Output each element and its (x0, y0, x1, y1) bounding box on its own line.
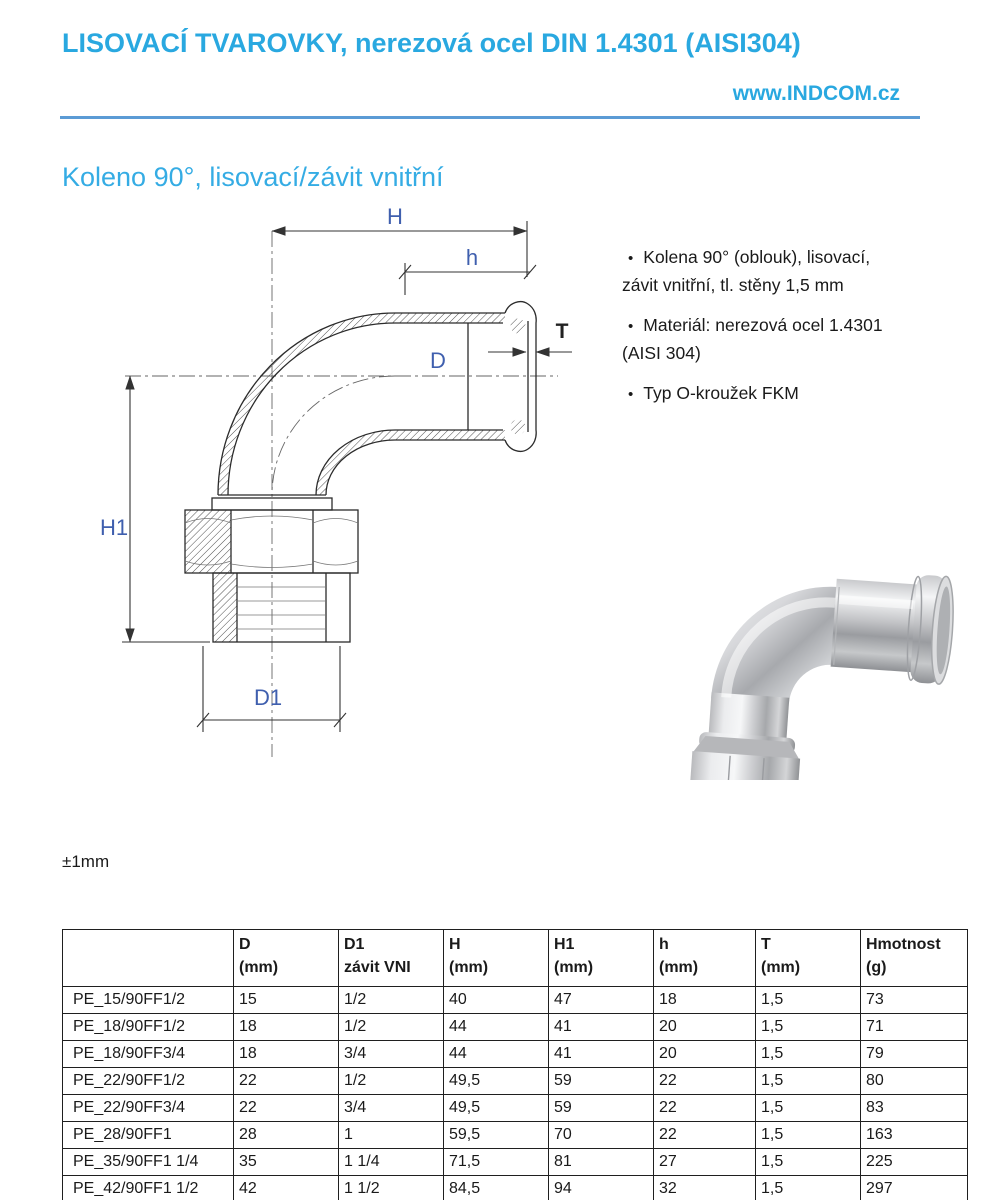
cell: 94 (549, 1176, 654, 1200)
table-row (63, 1041, 968, 1068)
cell: 40 (444, 987, 549, 1014)
table-row (63, 1122, 968, 1149)
feature-item (622, 244, 890, 299)
cell: 1,5 (756, 1122, 861, 1149)
cell: 83 (861, 1095, 968, 1122)
cell: 27 (654, 1149, 756, 1176)
header-divider (60, 116, 920, 119)
dim-label-H1: H1 (100, 515, 129, 540)
o-ring-bottom (511, 420, 526, 435)
dim-label-D1: D1 (253, 685, 283, 710)
cell: 42 (234, 1176, 339, 1200)
feature-item (622, 380, 890, 408)
table-row (63, 1149, 968, 1176)
cell: 59,5 (444, 1122, 549, 1149)
cell: 79 (861, 1041, 968, 1068)
table-row (63, 987, 968, 1014)
column-header: H1 (mm) (549, 930, 654, 987)
cell: 1 (339, 1122, 444, 1149)
cell: 59 (549, 1068, 654, 1095)
cell: 20 (654, 1014, 756, 1041)
table-row (63, 1014, 968, 1041)
cell: 22 (654, 1095, 756, 1122)
dim-label-h: h (465, 245, 479, 270)
cell: 1/2 (339, 1068, 444, 1095)
cell-product-code: PE_22/90FF1/2 (63, 1068, 234, 1095)
header-row (63, 930, 968, 987)
cell: 73 (861, 987, 968, 1014)
cell: 44 (444, 1014, 549, 1041)
cell: 41 (549, 1014, 654, 1041)
cell-product-code: PE_18/90FF1/2 (63, 1014, 234, 1041)
product-photo (600, 445, 960, 780)
press-socket-outline (395, 302, 536, 452)
column-header: Hmotnost (g) (861, 930, 968, 987)
feature-item (622, 312, 890, 367)
cell: 35 (234, 1149, 339, 1176)
column-header (63, 930, 234, 987)
cell: 22 (234, 1068, 339, 1095)
cell-product-code: PE_15/90FF1/2 (63, 987, 234, 1014)
cell: 32 (654, 1176, 756, 1200)
cell: 41 (549, 1041, 654, 1068)
cell: 49,5 (444, 1095, 549, 1122)
cell-product-code: PE_18/90FF3/4 (63, 1041, 234, 1068)
feature-text: Typ O-kroužek FKM (643, 383, 799, 403)
section-title: Koleno 90°, lisovací/závit vnitřní (62, 162, 444, 192)
tolerance-note: ±1mm (62, 852, 110, 871)
cell: 71,5 (444, 1149, 549, 1176)
feature-list (622, 244, 890, 421)
cell: 18 (234, 1014, 339, 1041)
cell: 22 (654, 1068, 756, 1095)
feature-text: Materiál: nerezová ocel 1.4301 (AISI 304) (622, 315, 883, 363)
cell: 1 1/4 (339, 1149, 444, 1176)
cell: 1,5 (756, 1068, 861, 1095)
technical-drawing (100, 205, 600, 765)
cell: 59 (549, 1095, 654, 1122)
table-row (63, 1068, 968, 1095)
fitting-photo-shapes (686, 560, 956, 780)
cell-product-code: PE_42/90FF1 1/2 (63, 1176, 234, 1200)
cell: 1,5 (756, 1095, 861, 1122)
cell: 225 (861, 1149, 968, 1176)
cell: 1,5 (756, 1176, 861, 1200)
cell: 163 (861, 1122, 968, 1149)
cell: 1,5 (756, 1149, 861, 1176)
cell: 1,5 (756, 1041, 861, 1068)
column-header: H (mm) (444, 930, 549, 987)
cell: 81 (549, 1149, 654, 1176)
cell: 3/4 (339, 1041, 444, 1068)
cell: 1 1/2 (339, 1176, 444, 1200)
cell: 80 (861, 1068, 968, 1095)
table-row (63, 1176, 968, 1200)
cell: 18 (654, 987, 756, 1014)
cell: 22 (234, 1095, 339, 1122)
cell: 20 (654, 1041, 756, 1068)
cell-product-code: PE_28/90FF1 (63, 1122, 234, 1149)
bullet-icon: • (628, 250, 634, 267)
column-header: D1 závit VNI (339, 930, 444, 987)
column-header: h (mm) (654, 930, 756, 987)
dim-label-D: D (430, 348, 446, 373)
cell: 28 (234, 1122, 339, 1149)
website-link[interactable]: www.INDCOM.cz (732, 82, 900, 105)
dimensions-table (62, 929, 968, 1200)
cell: 22 (654, 1122, 756, 1149)
cell: 1,5 (756, 1014, 861, 1041)
cell: 47 (549, 987, 654, 1014)
cell: 3/4 (339, 1095, 444, 1122)
o-ring-top (511, 319, 526, 334)
cell: 84,5 (444, 1176, 549, 1200)
dim-label-H: H (387, 205, 403, 229)
cell-product-code: PE_35/90FF1 1/4 (63, 1149, 234, 1176)
cell: 44 (444, 1041, 549, 1068)
cell: 71 (861, 1014, 968, 1041)
cell: 49,5 (444, 1068, 549, 1095)
bullet-icon: • (628, 318, 634, 335)
cell: 18 (234, 1041, 339, 1068)
cell: 1/2 (339, 1014, 444, 1041)
table-row (63, 1095, 968, 1122)
cell: 297 (861, 1176, 968, 1200)
column-header: T (mm) (756, 930, 861, 987)
page-title: LISOVACÍ TVAROVKY, nerezová ocel DIN 1.4301 (AISI304) (62, 28, 801, 58)
dim-label-T: T (555, 320, 569, 343)
cell: 70 (549, 1122, 654, 1149)
feature-text: Kolena 90° (oblouk), lisovací, závit vnitřní, tl. stěny 1,5 mm (622, 247, 871, 295)
cell: 15 (234, 987, 339, 1014)
cell: 1,5 (756, 987, 861, 1014)
column-header: D (mm) (234, 930, 339, 987)
bullet-icon: • (628, 386, 634, 403)
cell-product-code: PE_22/90FF3/4 (63, 1095, 234, 1122)
cell: 1/2 (339, 987, 444, 1014)
